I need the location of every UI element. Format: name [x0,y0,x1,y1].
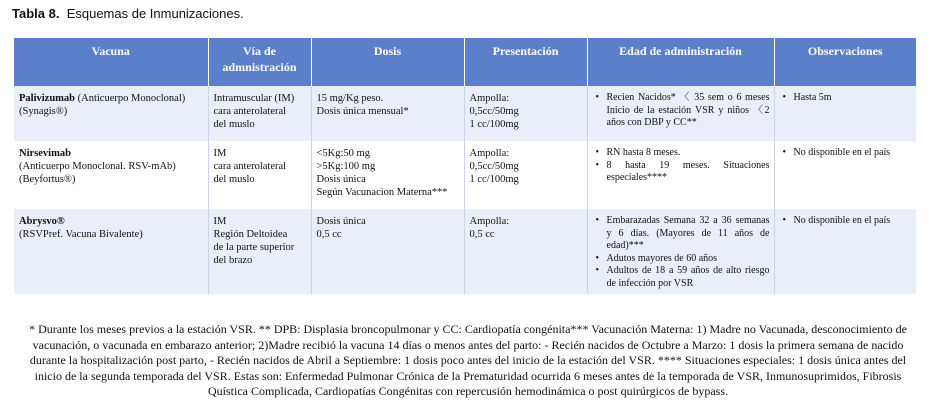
route-line: del muslo [213,174,255,185]
header-presentacion: Presentación [464,38,587,86]
cell-route [208,86,311,141]
caption-label: Tabla 8. [12,6,60,21]
presentation-line: Ampolla: [469,216,510,227]
vaccine-desc: (Anticuerpo Monoclonal) [77,93,186,104]
table-row [14,209,916,294]
table-caption [12,6,244,21]
cell-presentation [464,209,587,294]
presentation-line: Ampolla: [469,148,510,159]
cell-vaccine [14,86,208,141]
cell-observations [774,141,916,209]
observation-item: • No disponible en el país [794,147,913,160]
vaccine-desc: (Anticuerpo Monoclonal. RSV-mAb) [19,161,176,172]
route-line: del brazo [213,255,253,266]
age-item: • RN hasta 8 meses. [607,147,770,160]
header-via: Vía de admnistración [208,38,311,86]
observation-item: • Hasta 5m [794,92,913,105]
vaccine-name: Nirsevimab [19,148,71,159]
table-row [14,141,916,209]
dose-line: Dosis única mensual* [316,106,409,117]
cell-dose [311,141,464,209]
dose-line: 15 mg/Kg peso. [316,93,384,104]
table-row [14,86,916,141]
observation-item: • No disponible en el país [794,215,913,228]
presentation-line: Ampolla: [469,93,510,104]
cell-vaccine [14,209,208,294]
vaccine-brand: (Synagis®) [19,106,68,117]
presentation-line: 0,5 cc [469,229,495,240]
table-header-row [14,38,916,86]
header-edad: Edad de administración [587,38,774,86]
dose-line: Dosis única [316,174,366,185]
dose-line: Dosis única [316,216,366,227]
presentation-line: 0,5cc/50mg [469,161,519,172]
route-line: de la parte superior [213,242,295,253]
header-vacuna: Vacuna [14,38,208,86]
cell-vaccine [14,141,208,209]
immunization-table [14,38,916,294]
vaccine-desc: (RSVPref. Vacuna Bivalente) [19,229,143,240]
cell-presentation [464,86,587,141]
header-observaciones: Observaciones [774,38,916,86]
footnote: * Durante los meses previos a la estación VSR. ** DPB: Displasia broncopulmonar y CC: Cardiopatía congénita*** Vacunación Materna: 1) Madre no Vacunada, desconocimiento de vacunación, o vacunada en embarazo anterior; 2)Madre recibió la vacuna 14 días o menos antes del parto: - Recién nacidos de Octubre a Marzo: 1 dosis la primera semana de nacido durante la hospitalización post parto, - Recién nacidos de Abril a Septiembre: 1 dosis poco antes del inicio de la estación del VSR. **** Situaciones especiales: 1 dosis única antes del inicio de la segunda temporada del VSR. Estas son: Enfermedad Pulmonar Crónica de la Prematuridad ocurrida 6 meses antes de la temporada de VSR, Inmunosuprimidos, Fibrosis Quística Complicada, Cardiopatías Congénitas con repercusión hemodinámica o post quirúrgicos de bypass. [29,322,907,398]
cell-route [208,141,311,209]
route-line: IM [213,148,227,159]
route-line: Región Deltoidea [213,229,288,240]
route-line: Intramuscular (IM) [213,93,295,104]
cell-observations [774,209,916,294]
presentation-line: 0,5cc/50mg [469,106,519,117]
dose-line: <5Kg:50 mg [316,148,370,159]
route-line: del muslo [213,119,255,130]
age-item: • Adutos mayores de 60 años [607,253,770,266]
dose-line: Según Vacunacion Materna*** [316,187,448,198]
presentation-line: 1 cc/100mg [469,174,519,185]
route-line: cara anterolateral [213,161,287,172]
age-item: • 8 hasta 19 meses. Situaciones especiales**** [607,160,770,185]
age-item: • Adultos de 18 a 59 años de alto riesgo de infección por VSR [607,265,770,290]
header-dosis: Dosis [311,38,464,86]
presentation-line: 1 cc/100mg [469,119,519,130]
vaccine-name: Abrysvo® [19,216,65,227]
route-line: IM [213,216,227,227]
cell-age [587,141,774,209]
dose-line: >5Kg:100 mg [316,161,376,172]
cell-observations [774,86,916,141]
cell-presentation [464,141,587,209]
dose-line: 0,5 cc [316,229,342,240]
age-item: • Recien Nacidos* 〈 35 sem o 6 meses Inicio de la estación VSR y niños 〈2 años con DBP y CC** [607,92,770,130]
cell-age [587,209,774,294]
caption-title: Esquemas de Inmunizaciones. [66,6,244,21]
age-item: • Embarazadas Semana 32 a 36 semanas y 6 días. (Mayores de 11 años de edad)*** [607,215,770,253]
vaccine-name: Palivizumab [19,93,76,104]
vaccine-brand: (Beyfortus®) [19,174,76,185]
cell-route [208,209,311,294]
cell-dose [311,209,464,294]
cell-dose [311,86,464,141]
cell-age [587,86,774,141]
route-line: cara anterolateral [213,106,287,117]
